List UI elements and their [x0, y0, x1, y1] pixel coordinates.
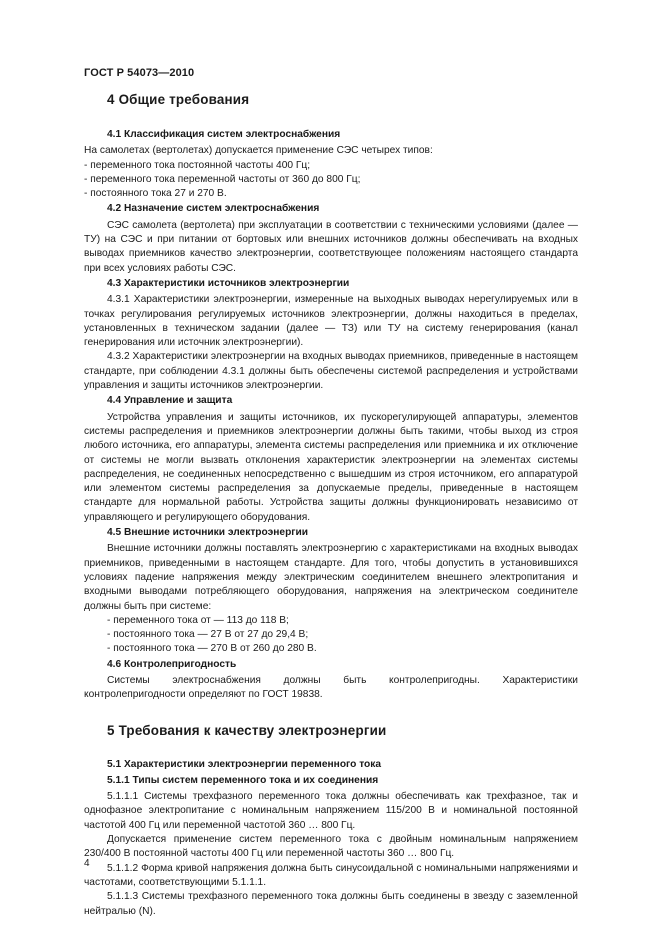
section-5-1-1-heading: 5.1.1 Типы систем переменного тока и их соединения: [107, 774, 379, 786]
section-4-1-intro: На самолетах (вертолетах) допускается применение СЭС четырех типов:: [84, 145, 433, 157]
clause-5-1-1-2: 5.1.1.2 Форма кривой напряжения должна быть синусоидальной с номинальными напряжениями и частотами, соответствующими 5.1.1.1.: [84, 862, 578, 888]
list-item: - переменного тока от — 113 до 118 В;: [107, 614, 289, 626]
section-4-6-heading: 4.6 Контролепригодность: [107, 658, 237, 670]
section-4-6-text: Системы электроснабжения должны быть контролепригодны. Характеристики контролепригодности определяют по ГОСТ 19838.: [84, 674, 578, 701]
section-4-3-heading: 4.3 Характеристики источников электроэнергии: [107, 277, 350, 289]
section-5-heading: 5 Требования к качеству электроэнергии: [107, 722, 387, 738]
section-4-1-heading: 4.1 Классификация систем электроснабжения: [107, 129, 341, 140]
section-4-4-text: Устройства управления и защиты источников, их пускорегулирующей аппаратуры, элементов системы распределения и приемников электроэнергии должны быть такими, чтобы выход из строя любого источника, его аппаратуры, элемента системы распределения или приемника и их отключение от системы не могли вызвать отклонения характеристик электроэнергии на элементах системы распределения, не соединенных непосредственно с вышедшим из строя источником, его аппаратурой или элементом системы распределения за допускаемые пределы, приведенные в настоящем стандарте для нормальной работы. Устройства защиты должны функционировать независимо от управляющего и регулирующего оборудования.: [84, 411, 578, 523]
section-4-5-heading: 4.5 Внешние источники электроэнергии: [107, 527, 309, 539]
clause-4-3-2: 4.3.2 Характеристики электроэнергии на входных выводах приемников, приведенные в настоящем стандарте, при соблюдении 4.3.1 должны быть обеспечены системой распределения и устройствами управления и защиты источников электроэнергии.: [84, 351, 578, 392]
clause-5-1-1-1-note: Допускается применение систем переменного тока с двойным номинальным напряжением 230/400 В постоянной частоты 400 Гц или переменной частоты 360 … 800 Гц.: [84, 834, 578, 860]
clause-5-1-1-1: 5.1.1.1 Системы трехфазного переменного тока должны обеспечивать как трехфазное, так и однофазное электропитание с номинальным напряжением 115/200 В и номинальной постоянной частотой 400 Гц или переменной частотой 360 … 800 Гц.: [84, 791, 578, 831]
standard-header: ГОСТ Р 54073—2010: [84, 67, 195, 79]
list-item: - постоянного тока — 270 В от 260 до 280 В.: [107, 643, 317, 655]
list-item: - постоянного тока 27 и 270 В.: [84, 188, 227, 200]
section-5-1-heading: 5.1 Характеристики электроэнергии переменного тока: [107, 758, 382, 770]
section-4-heading: 4 Общие требования: [107, 92, 250, 107]
section-4-5-text: Внешние источники должны поставлять электроэнергию с характеристиками на входных выводах приемников, приведенными в настоящем стандарте. Для того, чтобы допустить в установившихся условиях падение напряжения между электрическим соединителем внешнего электропитания и входными выводами потребляющего оборудования, напряжения на электрическом соединителе должны быть при системе:: [84, 543, 578, 612]
clause-5-1-1-3: 5.1.1.3 Системы трехфазного переменного тока должны быть соединены в звезду с заземленной нейтралью (N).: [84, 891, 578, 917]
list-item: - переменного тока переменной частоты от 360 до 800 Гц;: [84, 173, 361, 185]
list-item: - переменного тока постоянной частоты 400 Гц;: [84, 159, 311, 171]
page-number: 4: [84, 858, 90, 869]
section-4-4-heading: 4.4 Управление и защита: [107, 395, 233, 407]
list-item: - постоянного тока — 27 В от 27 до 29,4 В;: [107, 629, 309, 641]
section-4-2-text: СЭС самолета (вертолета) при эксплуатации в соответствии с техническими условиями (далее — ТУ) на СЭС и при питании от бортовых или внешних источников должны обеспечивать на входных выводах приемников качество электроэнергии, соответствующее положениям настоящего стандарта при всех условиях работы СЭС.: [84, 219, 578, 274]
page-content: [84, 92, 578, 919]
section-4-2-heading: 4.2 Назначение систем электроснабжения: [107, 203, 320, 215]
clause-4-3-1: 4.3.1 Характеристики электроэнергии, измеренные на выходных выводах нерегулируемых или в точках регулирования регулируемых источников электроэнергии, должны находиться в пределах, установленных в техническом задании (далее — ТЗ) или ТУ на систему генерирования (канал генерирования или источник электроэнергии).: [84, 294, 578, 349]
